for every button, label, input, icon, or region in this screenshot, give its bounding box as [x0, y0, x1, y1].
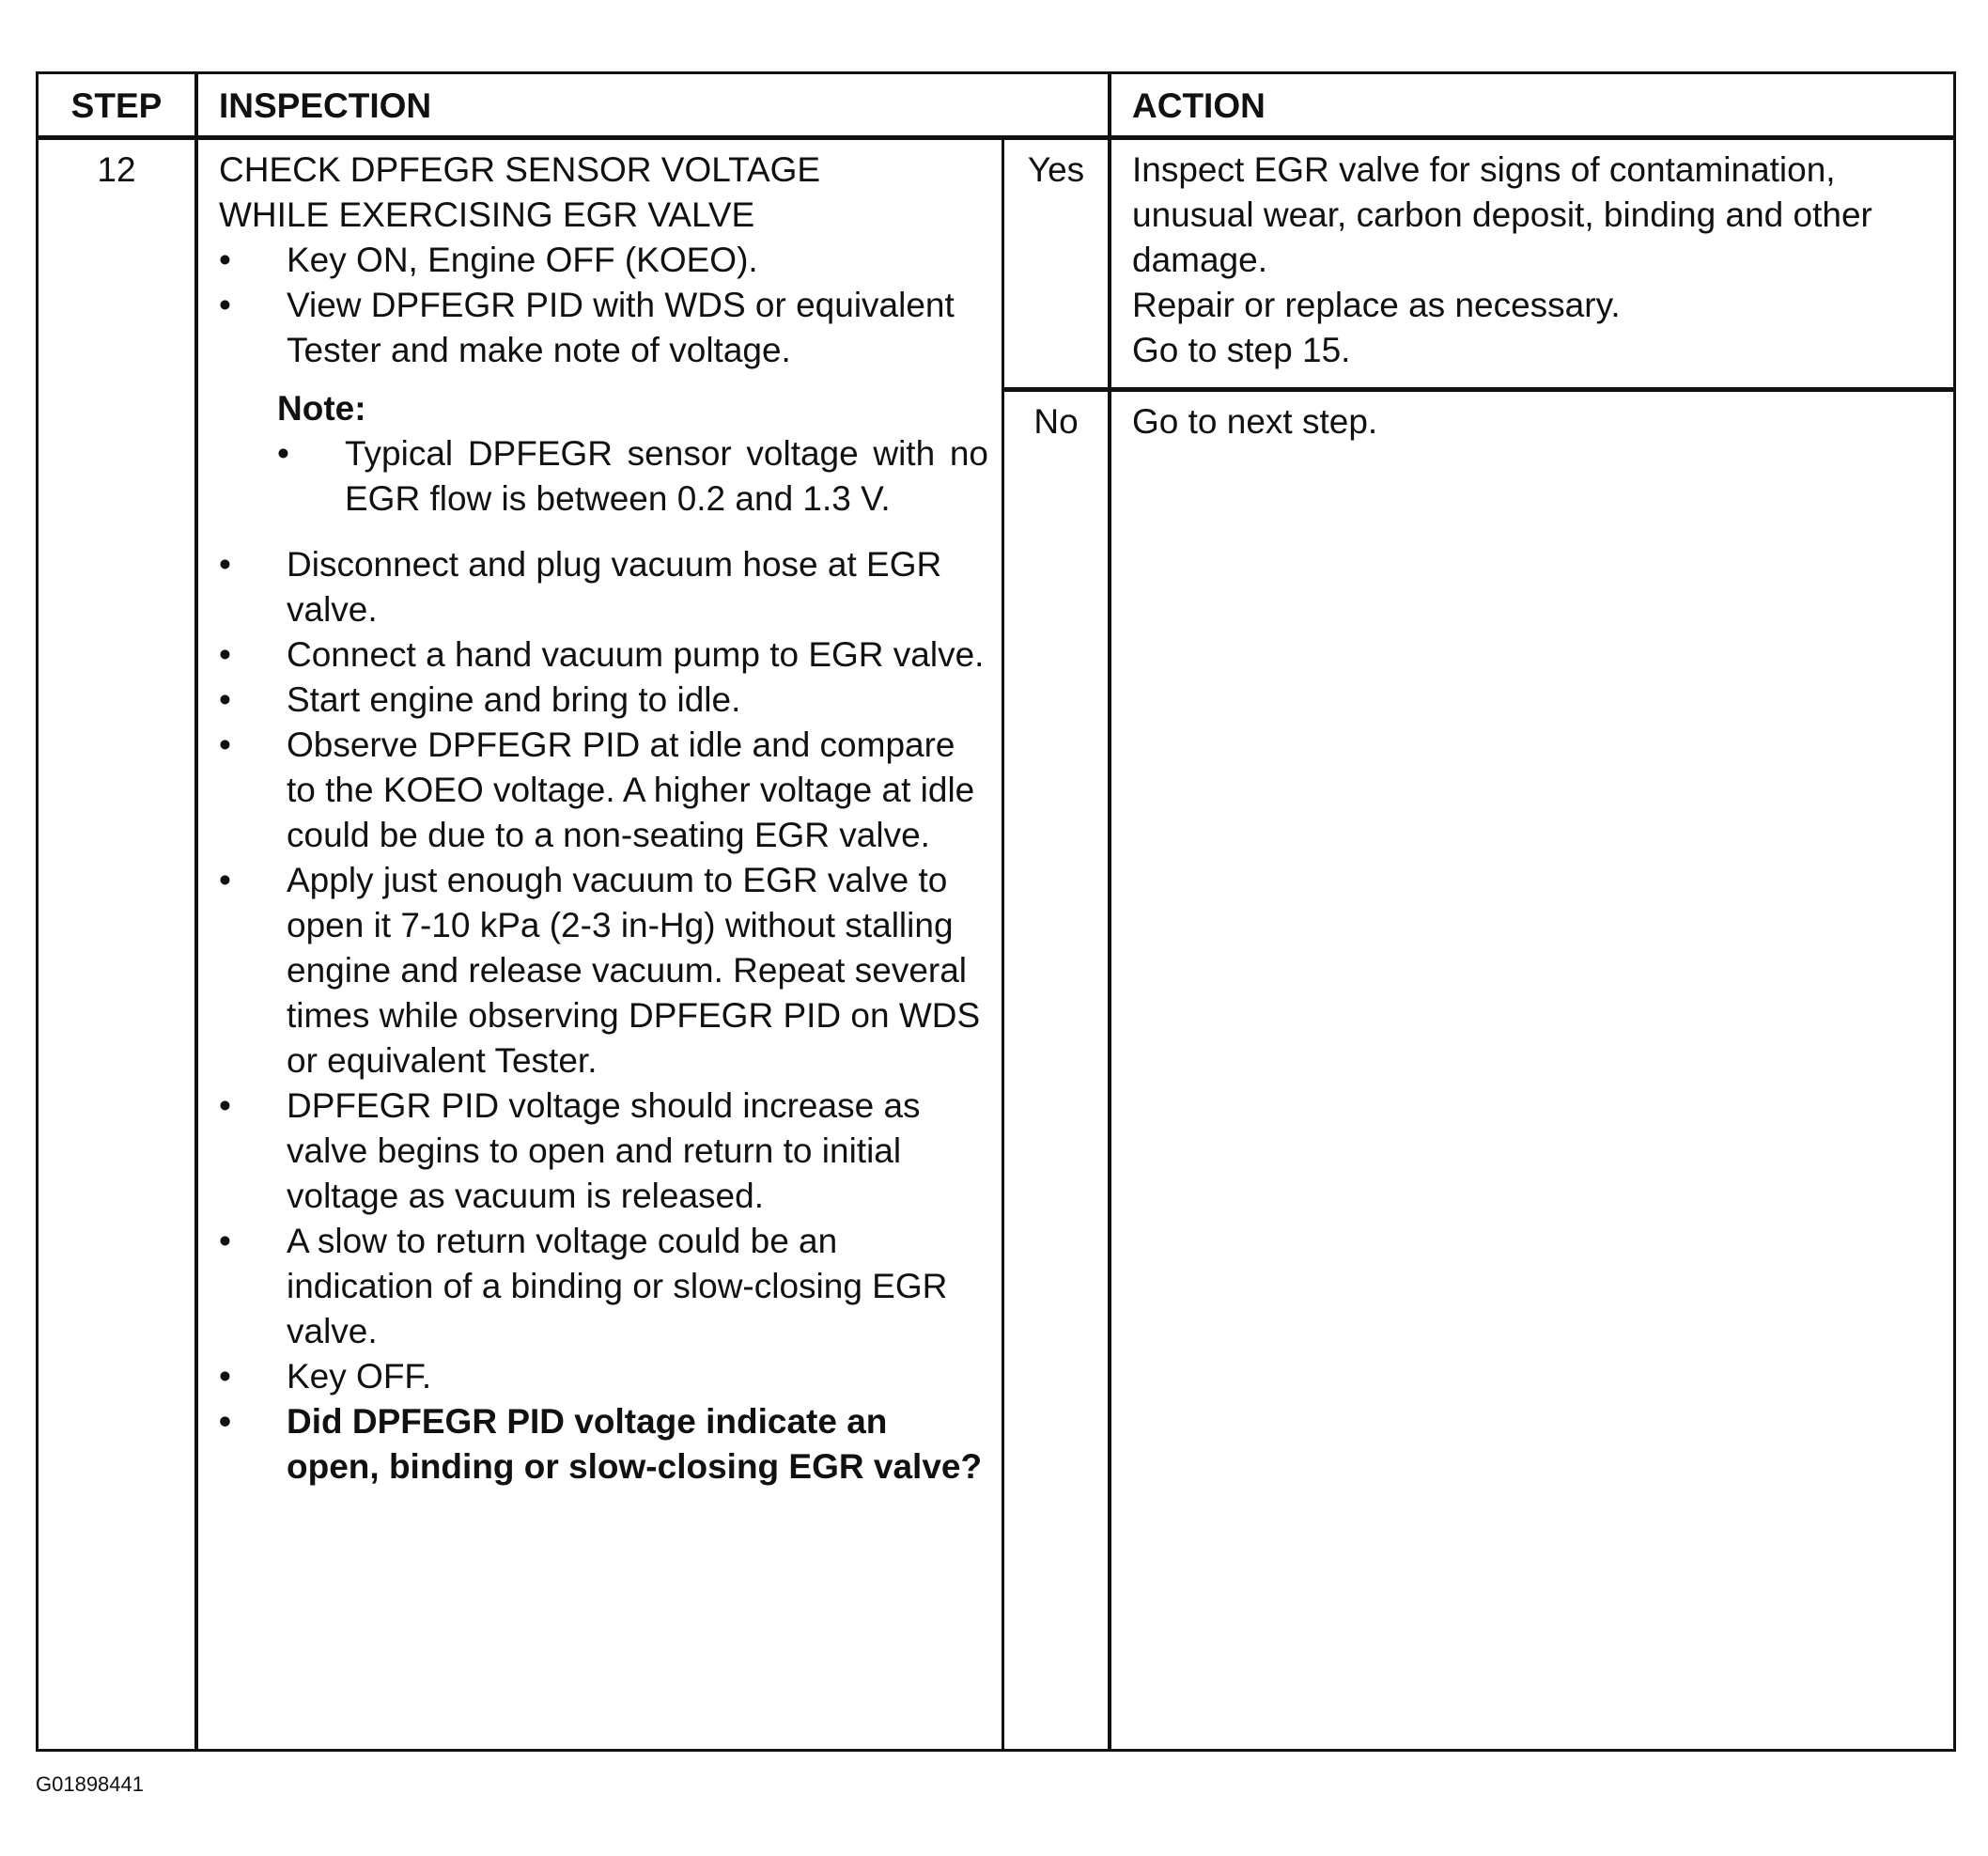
inspection-cell	[198, 140, 1004, 1749]
no-action-line: Go to next step.	[1132, 402, 1378, 441]
inspection-bullet: • Observe DPFEGR PID at idle and compare to the KOEO voltage. A higher voltage at idle could be due to a non-seating EGR valve.	[219, 723, 988, 858]
inspection-bullet: • Key ON, Engine OFF (KOEO).	[219, 238, 988, 283]
note-bullets	[277, 431, 988, 522]
header-action: ACTION	[1111, 74, 1953, 140]
inspection-bullet: • View DPFEGR PID with WDS or equivalent Tester and make note of voltage.	[219, 283, 988, 373]
yes-label: Yes	[1004, 140, 1111, 392]
header-step: STEP	[39, 74, 198, 140]
yes-action-line: Go to step 15.	[1132, 331, 1351, 369]
figure-id-caption: G01898441	[36, 1772, 144, 1796]
inspection-bullet: • Key OFF.	[219, 1354, 988, 1399]
note-block	[277, 386, 988, 522]
diagnostic-table	[36, 71, 1956, 1752]
inspection-bullet: • Start engine and bring to idle.	[219, 678, 988, 723]
inspection-question: • Did DPFEGR PID voltage indicate an open, binding or slow-closing EGR valve?	[219, 1399, 988, 1489]
inspection-bullet: • Apply just enough vacuum to EGR valve to open it 7-10 kPa (2-3 in-Hg) without stalling engine and release vacuum. Repeat several times while observing DPFEGR PID on WDS or equivalent Tester.	[219, 858, 988, 1084]
inspection-bullets-after-note	[219, 542, 988, 1489]
inspection-title-line: CHECK DPFEGR SENSOR VOLTAGE	[219, 150, 821, 189]
inspection-bullets-before-note	[219, 238, 988, 373]
inspection-title-line: WHILE EXERCISING EGR VALVE	[219, 195, 755, 234]
header-inspection: INSPECTION	[198, 74, 1111, 140]
note-label: Note:	[277, 389, 366, 428]
no-label: No	[1004, 392, 1111, 1749]
inspection-bullet: • DPFEGR PID voltage should increase as valve begins to open and return to initial voltage as vacuum is released.	[219, 1084, 988, 1219]
step-number: 12	[39, 140, 198, 1749]
note-bullet: • Typical DPFEGR sensor voltage with no EGR flow is between 0.2 and 1.3 V.	[277, 431, 988, 522]
inspection-bullet: • Disconnect and plug vacuum hose at EGR valve.	[219, 542, 988, 632]
no-action	[1111, 392, 1953, 1749]
inspection-bullet: • Connect a hand vacuum pump to EGR valve.	[219, 632, 988, 678]
yes-action-line: Inspect EGR valve for signs of contamination, unusual wear, carbon deposit, binding and other damage.	[1132, 150, 1872, 279]
yes-action-line: Repair or replace as necessary.	[1132, 286, 1621, 324]
inspection-bullet: • A slow to return voltage could be an indication of a binding or slow-closing EGR valve.	[219, 1219, 988, 1354]
yes-action	[1111, 140, 1953, 392]
